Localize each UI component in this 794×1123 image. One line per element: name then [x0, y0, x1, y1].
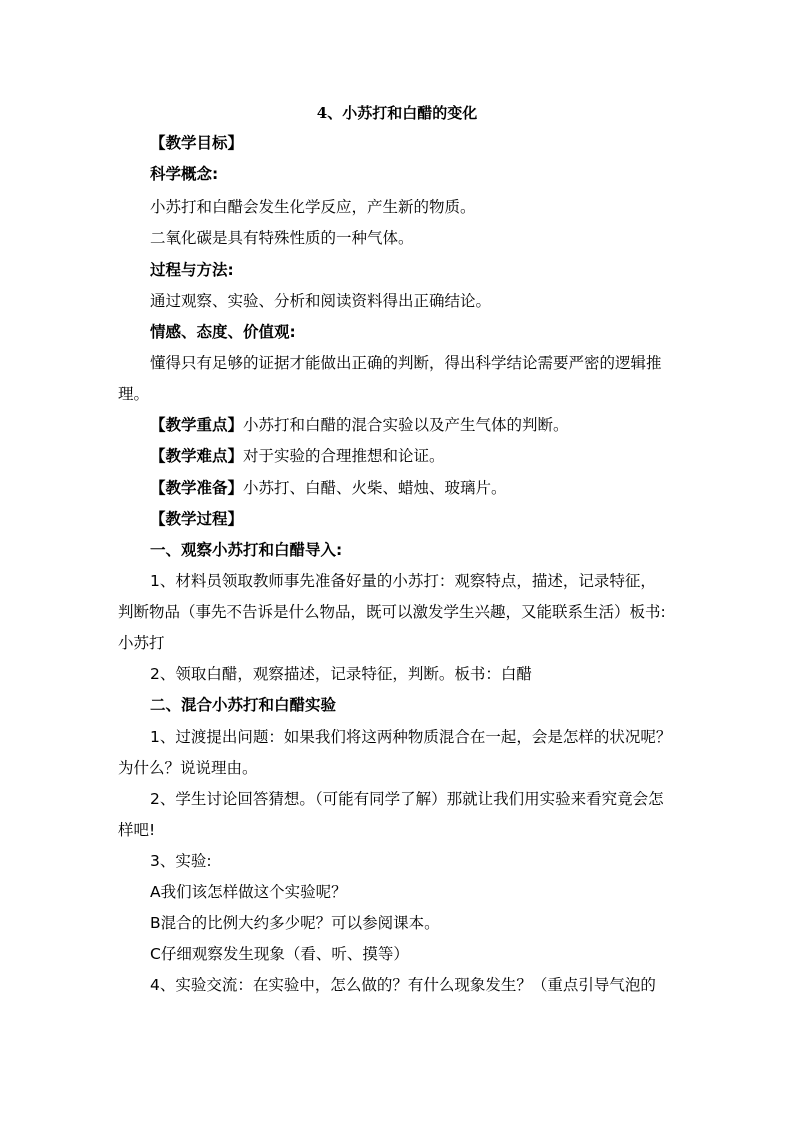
label-key-point: 【教学重点】: [150, 416, 244, 434]
paragraph-line: C仔细观察发生现象（看、听、摸等）: [150, 945, 409, 963]
paragraph-line: 理。: [118, 385, 150, 403]
key-point-text: 小苏打和白醋的混合实验以及产生气体的判断。: [243, 416, 569, 434]
document-title: 4、小苏打和白醋的变化: [316, 104, 478, 122]
paragraph-line: 小苏打: [118, 634, 165, 652]
section-heading-1: 一、观察小苏打和白醋导入:: [150, 541, 343, 559]
heading-science-concepts: 科学概念:: [150, 165, 219, 183]
difficulty-line: [150, 441, 698, 471]
heading-teaching-goals: 【教学目标】: [150, 134, 244, 152]
preparation-line: [150, 473, 698, 503]
paragraph-line: 二氧化碳是具有特殊性质的一种气体。: [150, 229, 414, 247]
paragraph-line: 4、实验交流：在实验中，怎么做的？有什么现象发生？（重点引导气泡的: [150, 976, 656, 994]
paragraph-line: A我们该怎样做这个实验呢？: [150, 883, 347, 901]
heading-process-methods: 过程与方法:: [150, 261, 234, 279]
difficulty-text: 对于实验的合理推想和论证。: [243, 447, 445, 465]
paragraph-line: 判断物品（事先不告诉是什么物品，既可以激发学生兴趣，又能联系生活）板书:: [118, 603, 666, 621]
heading-values: 情感、态度、价值观:: [150, 323, 296, 341]
preparation-text: 小苏打、白醋、火柴、蜡烛、玻璃片。: [243, 479, 507, 497]
paragraph-line: 3、实验:: [150, 852, 212, 870]
paragraph-line: 为什么？说说理由。: [118, 759, 258, 777]
key-point-line: [150, 410, 698, 440]
paragraph-line: 通过观察、实验、分析和阅读资料得出正确结论。: [150, 292, 492, 310]
paragraph-line: 2、学生讨论回答猜想。（可能有同学了解）那就让我们用实验来看究竟会怎: [150, 790, 664, 808]
heading-teaching-process: 【教学过程】: [150, 510, 244, 528]
label-preparation: 【教学准备】: [150, 479, 244, 497]
section-heading-2: 二、混合小苏打和白醋实验: [150, 696, 337, 714]
paragraph-line: 2、领取白醋，观察描述，记录特征，判断。板书：白醋: [150, 665, 532, 683]
label-difficulty: 【教学难点】: [150, 447, 244, 465]
paragraph-line: 1、过渡提出问题：如果我们将这两种物质混合在一起，会是怎样的状况呢？: [150, 728, 672, 746]
paragraph-line: 小苏打和白醋会发生化学反应，产生新的物质。: [150, 198, 476, 216]
paragraph-line: 1、材料员领取教师事先准备好量的小苏打：观察特点，描述，记录特征，: [150, 572, 656, 590]
paragraph-line: 样吧!: [118, 821, 156, 839]
paragraph-line: 懂得只有足够的证据才能做出正确的判断，得出科学结论需要严密的逻辑推: [150, 354, 662, 372]
paragraph-line: B混合的比例大约多少呢？可以参阅课本。: [150, 914, 440, 932]
